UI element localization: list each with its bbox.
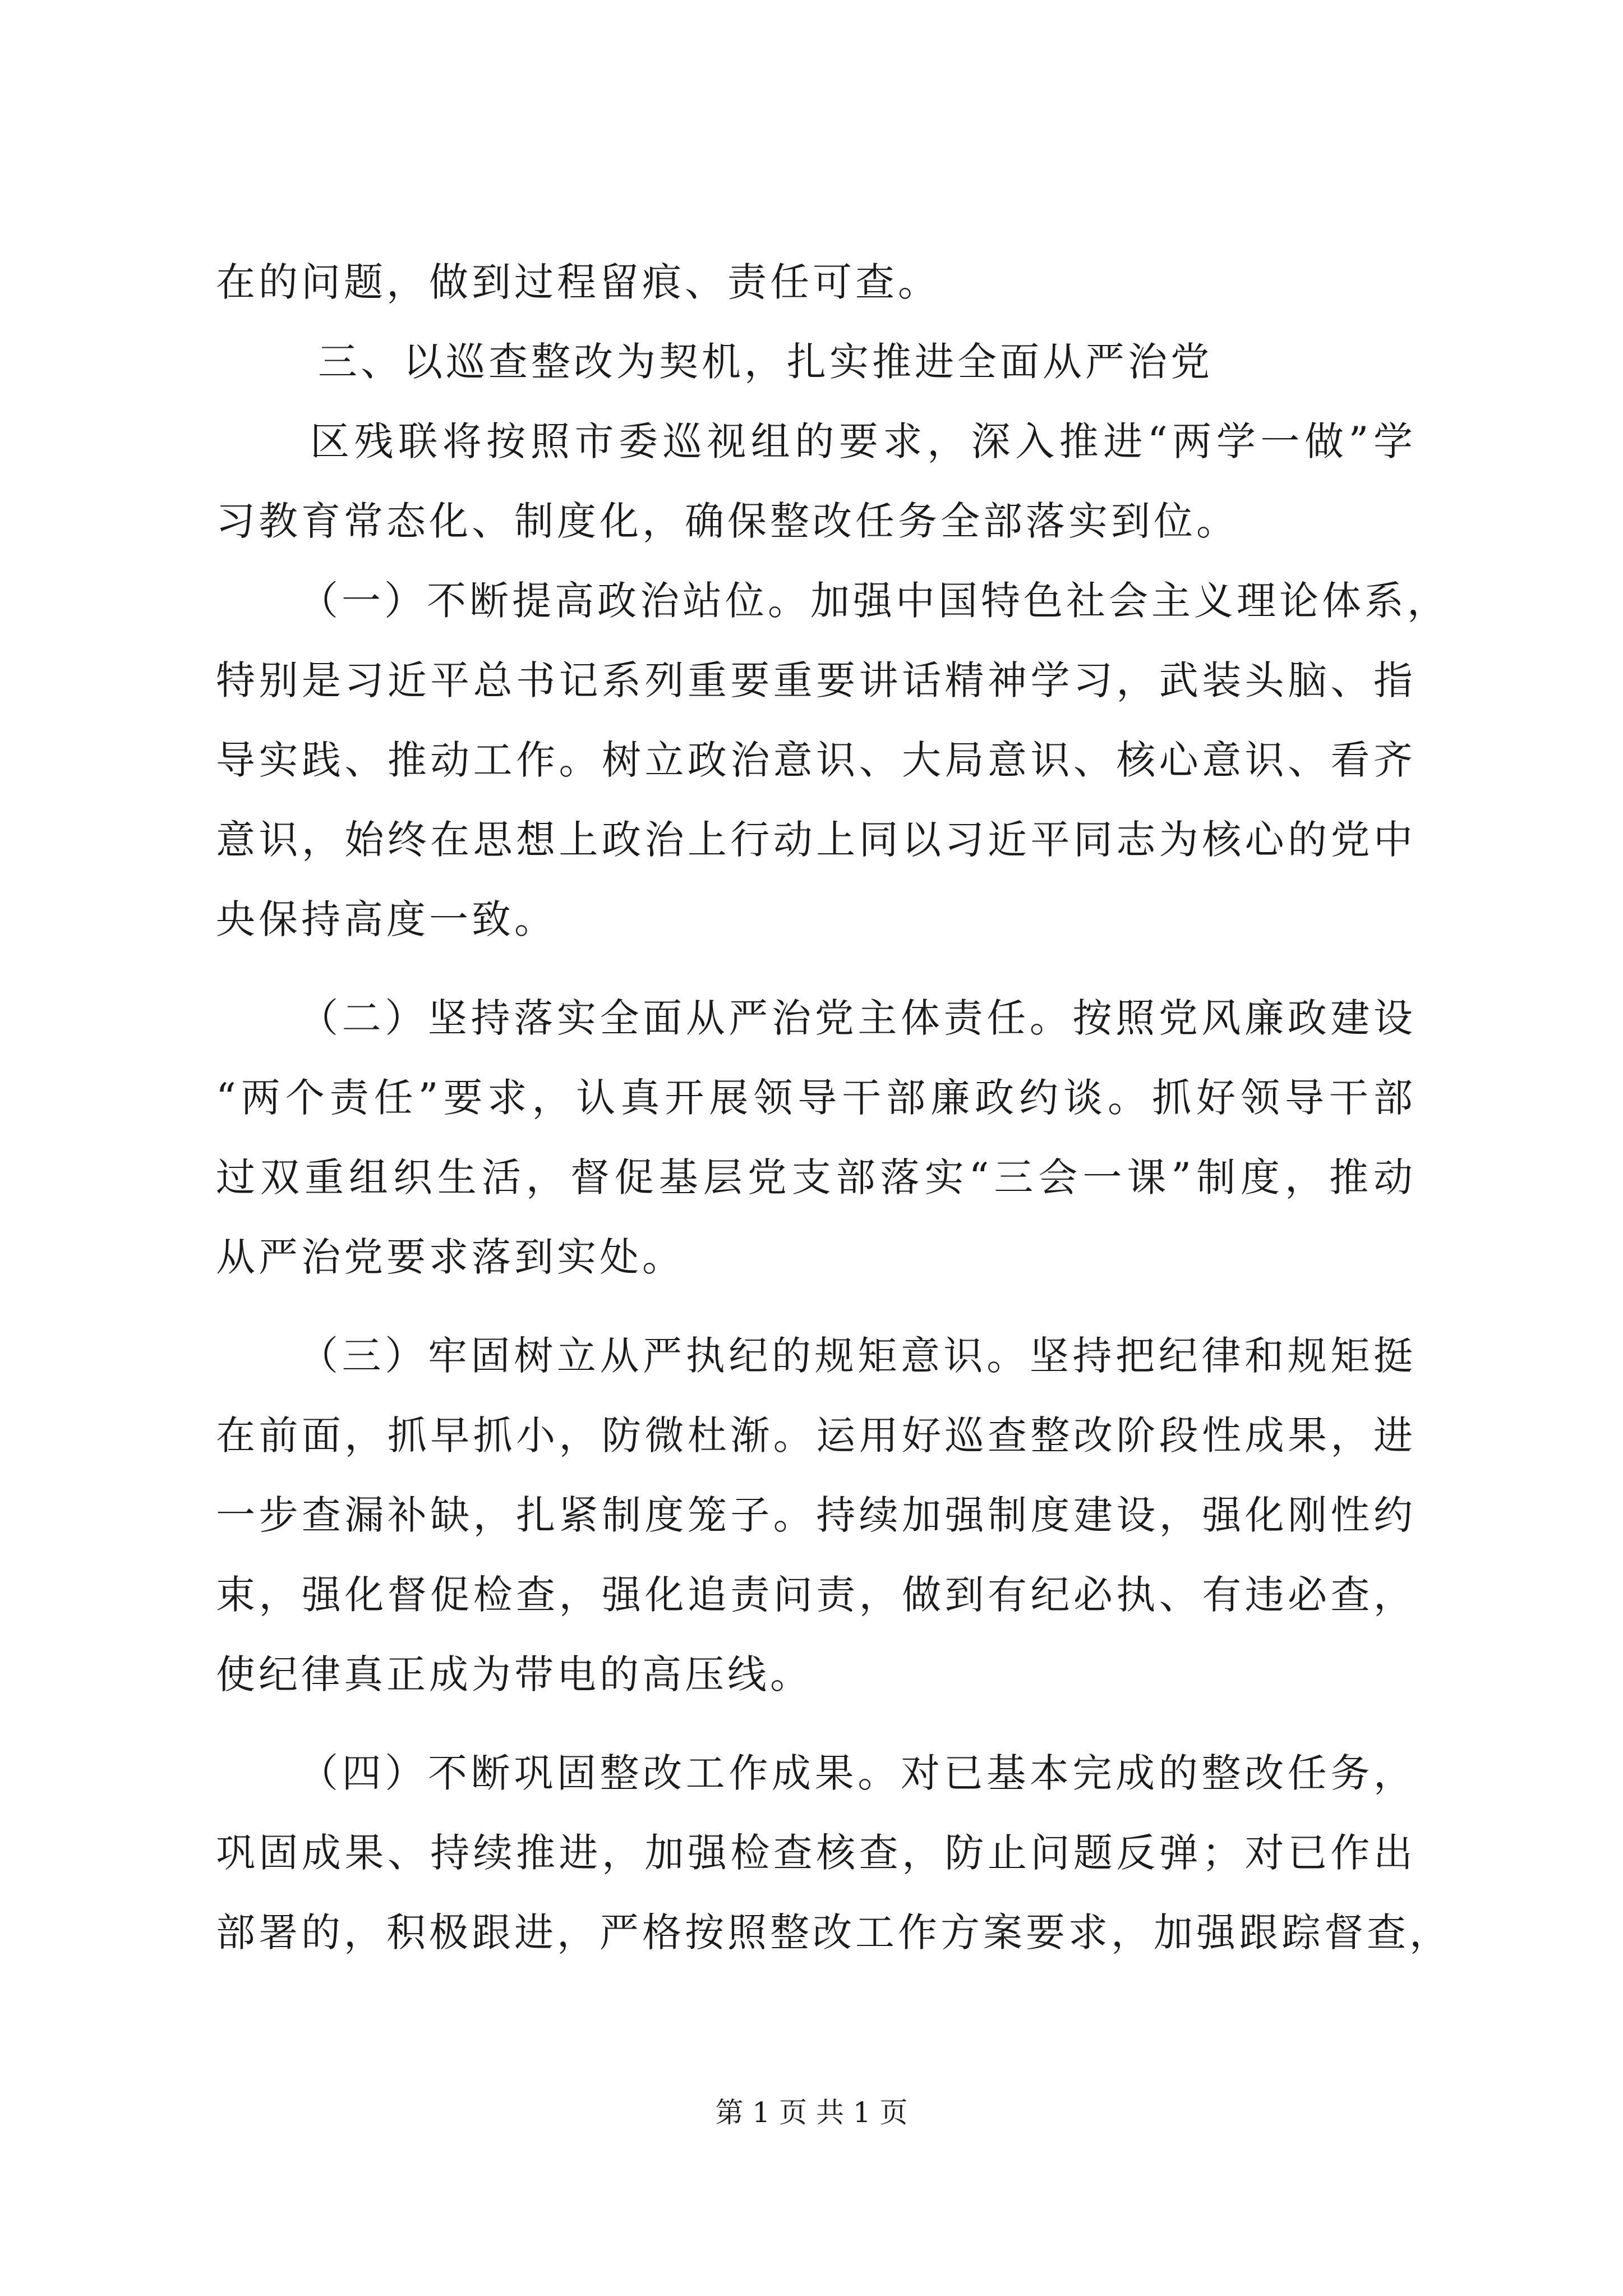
text-line: 区残联将按照市委巡视组的要求，深入推进“两学一做”学 xyxy=(310,418,1416,464)
text-line: 巩固成果、持续推进，加强检查核查，防止问题反弹；对已作出 xyxy=(216,1830,1416,1876)
item-three-heading-line: （三）牢固树立从严执纪的规矩意识。坚持把纪律和规矩挺 xyxy=(299,1333,1416,1379)
text-line: 习教育常态化、制度化，确保整改任务全部落实到位。 xyxy=(216,498,1239,544)
text-line: 部署的，积极跟进，严格按照整改工作方案要求，加强跟踪督查， xyxy=(216,1910,1452,1955)
item-two-heading-line: （二）坚持落实全面从严治党主体责任。按照党风廉政建设 xyxy=(299,995,1416,1041)
text-line: 央保持高度一致。 xyxy=(216,896,557,942)
text-line: 导实践、推动工作。树立政治意识、大局意识、核心意识、看齐 xyxy=(216,737,1416,783)
item-one-heading-line: （一）不断提高政治站位。加强中国特色社会主义理论体系， xyxy=(299,578,1450,624)
text-line: 意识，始终在思想上政治上行动上同以习近平同志为核心的党中 xyxy=(216,817,1416,863)
text-line: 过双重组织生活，督促基层党支部落实“三会一课”制度，推动 xyxy=(216,1154,1416,1200)
text-line: 束，强化督促检查，强化追责问责，做到有纪必执、有违必查， xyxy=(216,1572,1416,1618)
text-line: 在前面，抓早抓小，防微杜渐。运用好巡查整改阶段性成果，进 xyxy=(216,1412,1416,1458)
text-line: 在的问题，做到过程留痕、责任可查。 xyxy=(216,259,940,305)
text-line: 使纪律真正成为带电的高压线。 xyxy=(216,1651,813,1697)
section-heading: 三、以巡查整改为契机，扎实推进全面从严治党 xyxy=(318,339,1213,385)
text-line: 从严治党要求落到实处。 xyxy=(216,1234,685,1280)
document-body xyxy=(216,242,1452,1972)
text-line: “两个责任”要求，认真开展领导干部廉政约谈。抓好领导干部 xyxy=(216,1075,1416,1121)
text-line: 特别是习近平总书记系列重要重要讲话精神学习，武装头脑、指 xyxy=(216,657,1416,703)
text-line: 一步查漏补缺，扎紧制度笼子。持续加强制度建设，强化刚性约 xyxy=(216,1492,1416,1538)
item-four-heading-line: （四）不断巩固整改工作成果。对已基本完成的整改任务， xyxy=(299,1750,1416,1796)
page-number-footer: 第 1 页 共 1 页 xyxy=(715,2096,908,2129)
